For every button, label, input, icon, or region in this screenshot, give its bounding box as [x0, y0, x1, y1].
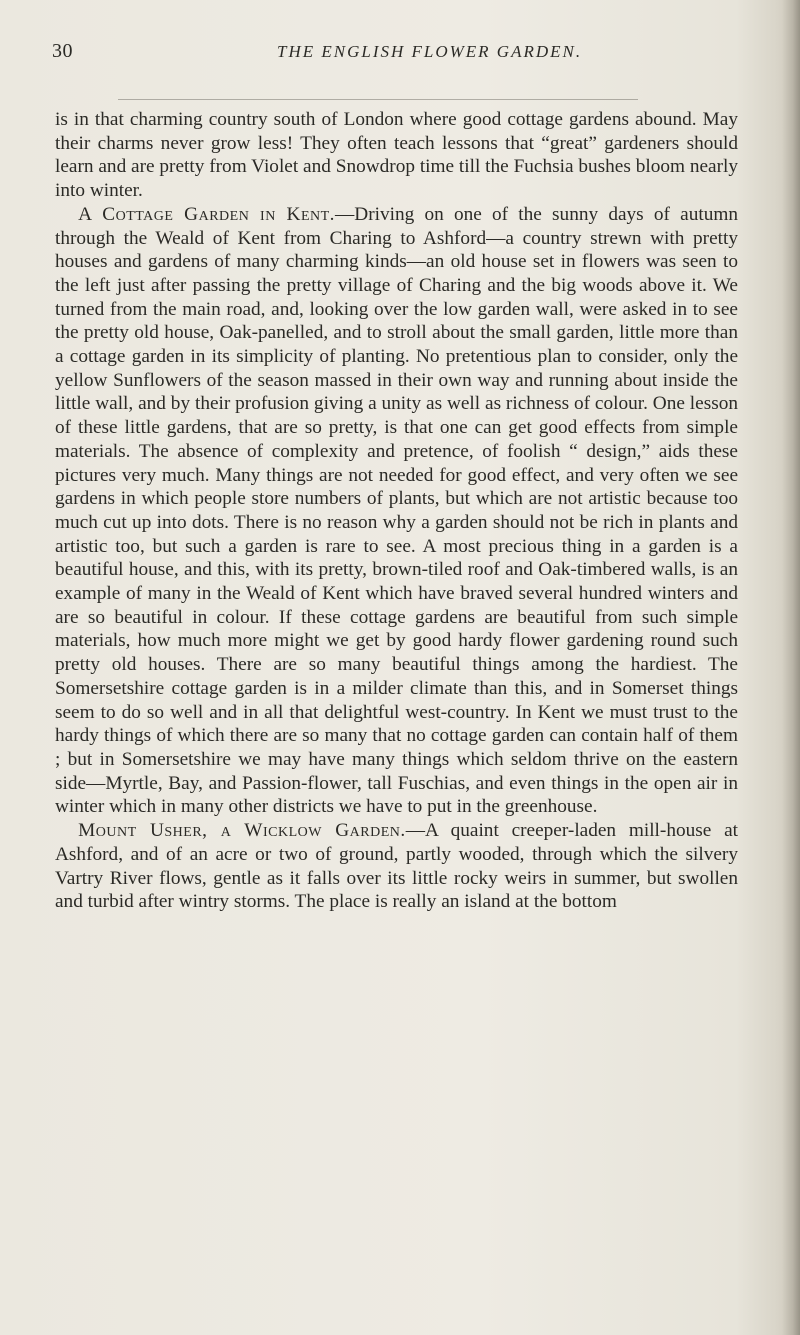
section-lead: Mount Usher, a Wicklow Garden. — [78, 820, 406, 842]
paragraph-text: —A quaint creeper-laden mill-house at Ashford, and of an acre or two of ground, partly wooded, through which the silvery Vartry River flows, gentle as it falls over its little rocky weirs in summer, but swollen and turbid after wintry storms. The place is really an island at the bottom — [55, 820, 738, 913]
page-edge-shadow — [782, 0, 800, 1335]
paragraph-text: is in that charming country south of London where good cottage gardens abound. May their charms never grow less! They often teach lessons that “great” gardeners should learn and are pretty from Violet and Snowdrop time till the Fuchsia bushes bloom nearly into winter. — [55, 109, 738, 202]
header-rule — [118, 99, 638, 100]
page-number: 30 — [52, 40, 73, 62]
paragraph-cottage-garden-kent — [55, 203, 738, 819]
section-lead: A Cottage Garden in Kent. — [78, 203, 335, 225]
body-text — [55, 108, 738, 914]
paragraph-continuation — [55, 108, 738, 203]
page-header — [52, 40, 752, 70]
running-head: THE ENGLISH FLOWER GARDEN. — [277, 42, 583, 61]
paragraph-mount-usher — [55, 819, 738, 914]
paragraph-text: —Driving on one of the sunny days of autumn through the Weald of Kent from Charing to Ashford—a country strewn with pretty houses and gardens of many charming kinds—an old house set in flowers was seen to the left just after passing the pretty village of Charing and the big woods above it. We turned from the main road, and, looking over the low garden wall, were asked in to see the pretty old house, Oak-panelled, and to stroll about the small garden, little more than a cottage garden in its simplicity of planting. No pretentious plan to consider, only the yellow Sunflowers of the season massed in their own way and running about inside the little wall, and by their profusion giving a unity as well as richness of colour. One lesson of these little gardens, that are so pretty, is that one can get good effects from simple materials. The absence of complexity and pretence, of foolish “ design,” aids these pictures very much. Many things are not needed for good effect, and very often we see gardens in which people store numbers of plants, but which are not artistic because too much cut up into dots. There is no reason why a garden should not be rich in plants and artistic too, but such a garden is rare to see. A most precious thing in a garden is a beautiful house, and this, with its pretty, brown-tiled roof and Oak-timbered walls, is an example of many in the Weald of Kent which have braved several hundred winters and are so beautiful in colour. If these cottage gardens are beautiful from such simple materials, how much more might we get by good hardy flower gardening round such pretty old houses. There are so many beautiful things among the hardiest. The Somersetshire cottage garden is in a milder climate than this, and in Somerset things seem to do so well and in all that delightful west-country. In Kent we must trust to the hardy things of which there are so many that no cottage garden can contain half of them ; but in Somersetshire we may have many things which seldom thrive on the eastern side—Myrtle, Bay, and Passion-flower, tall Fuschias, and even things in the open air in winter which in many other districts we have to put in the greenhouse. — [55, 203, 738, 818]
